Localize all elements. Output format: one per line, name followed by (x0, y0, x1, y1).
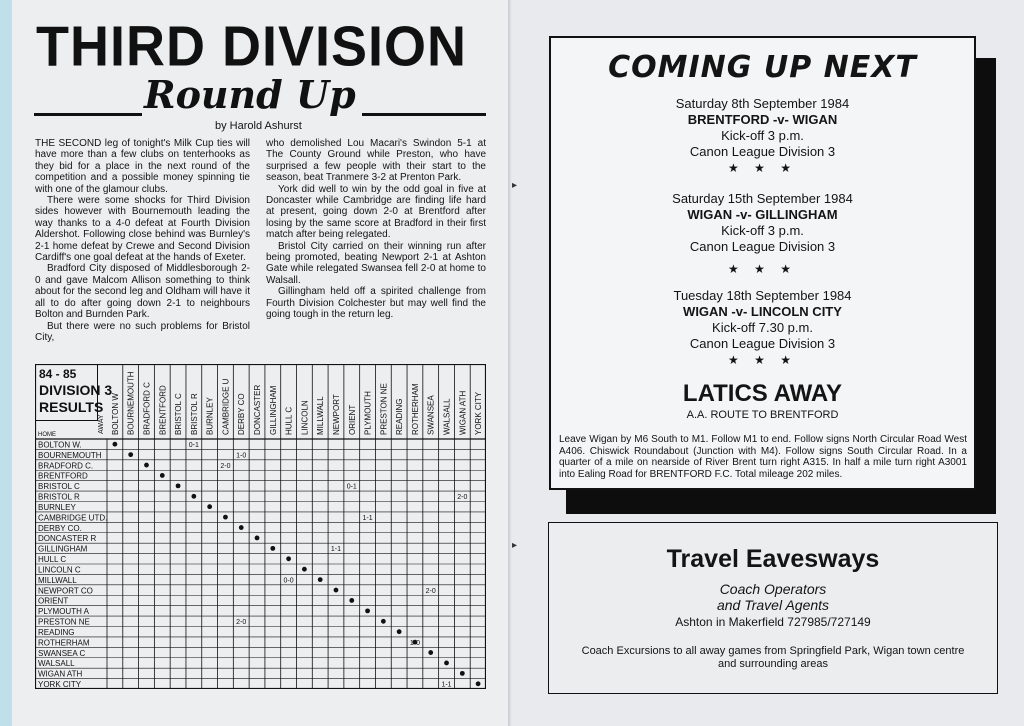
advert-line-1: Coach Operators (719, 581, 827, 597)
result-score: 0-0 (283, 577, 294, 585)
home-team-label: GILLINGHAM (38, 544, 88, 554)
advert-name: Travel Eavesways (666, 545, 880, 573)
grid-title-line: 84 - 85 (39, 367, 77, 381)
fixture-teams: WIGAN -v- LINCOLN CITY (683, 304, 842, 319)
away-team-label: MILLWALL (316, 396, 326, 435)
fixture-teams: WIGAN -v- GILLINGHAM (687, 207, 838, 222)
route-title: A.A. ROUTE TO BRENTFORD (686, 409, 839, 421)
away-team-label: PRESTON NE (379, 383, 389, 435)
diagonal-dot (397, 629, 402, 634)
result-score: 2-0 (236, 619, 247, 626)
away-team-label: YORK CITY (474, 391, 484, 435)
byline: by Harold Ashurst (215, 120, 302, 132)
result-score: 2-0 (425, 587, 436, 595)
home-team-label: PRESTON NE (38, 617, 90, 627)
away-team-label: GILLINGHAM (268, 385, 278, 435)
route-text: Leave Wigan by M6 South to M1. Follow M1 to end. Follow signs North Circular Road West A406. Chiswick Roundabout (Junction with M4). Follow signs South Circular Road. In a quarter of a mile on nearside of River Brent turn right A315. In half a mile turn right A3001 into Ealing Road for BRENTFORD F.C. Total mileage 202 miles. (559, 434, 967, 480)
fixture-league: Canon League Division 3 (689, 144, 836, 159)
away-team-label: ROTHERHAM (410, 383, 420, 435)
home-team-label: DERBY CO. (38, 523, 82, 533)
diagonal-dot (428, 650, 433, 655)
home-team-label: YORK CITY (38, 680, 82, 689)
diagonal-dot (476, 681, 481, 686)
away-team-label: BOLTON W (110, 393, 120, 435)
paragraph: Bradford City disposed of Middlesborough 2-0 and gave Malcom Allison something to think about for the second leg and Oldham will have it all to do after going down 2-1 to neighbours Bolton and Burnden Park. (35, 263, 250, 321)
fixture-league: Canon League Division 3 (689, 239, 836, 254)
home-team-label: WALSALL (38, 659, 75, 669)
paragraph: Bristol City carried on their winning run after being promoted, beating Newport 2-1 at Ashton Gate while relegated Swansea fell 2-0 at home to Walsall. (266, 240, 486, 286)
fixture-date: Tuesday 18th September 1984 (673, 288, 852, 303)
away-team-label: WIGAN ATH (458, 390, 468, 435)
paragraph: There were some shocks for Third Division sides however with Bournemouth leading the way thanks to a 4-0 defeat at Fourth Division Aldershot. Following close behind was Burnley's 2-1 home defeat by Crewe and Second Division Cardiff's one goal defeat at the hands of Exeter. (35, 195, 250, 264)
away-team-label: ORIENT (347, 404, 357, 435)
fixture-date: Saturday 15th September 1984 (672, 191, 853, 206)
paragraph: Gillingham held off a spirited challenge from Fourth Division Colchester but may well find the going tough in the return leg. (266, 286, 486, 321)
advert-box (548, 522, 998, 694)
diagonal-dot (223, 515, 228, 520)
coming-up-box (549, 36, 976, 490)
title-script: Round Up (144, 72, 356, 117)
home-team-label: NEWPORT CO (38, 586, 93, 596)
home-team-label: BRISTOL R (38, 492, 80, 502)
home-team-label: READING (38, 627, 75, 637)
away-team-label: READING (395, 398, 405, 435)
diagonal-dot (255, 536, 260, 541)
results-grid (35, 364, 486, 689)
stars: ★ ★ ★ (728, 353, 797, 367)
advert-contact: Ashton in Makerfield 727985/727149 (675, 615, 871, 629)
paragraph: who demolished Lou Macari's Swindon 5-1 at The County Ground while Preston, who have surprised a few people with their start to the season, beat Tranmere 3-2 at Prenton Park. (266, 138, 486, 184)
result-score: 1-0 (409, 639, 420, 647)
home-team-label: BOLTON W. (38, 440, 82, 450)
stars: ★ ★ ★ (728, 262, 797, 276)
page-edge (0, 0, 12, 726)
latics-away-title: LATICS AWAY (682, 380, 843, 407)
home-team-label: BRADFORD C. (38, 461, 94, 471)
title-main: THIRD DIVISION (36, 15, 468, 79)
advert-excursions: Coach Excursions to all away games from Springfield Park, Wigan town centre and surrounding areas (581, 645, 965, 670)
diagonal-dot (191, 494, 196, 499)
fixture-3 (551, 288, 974, 368)
diagonal-dot (239, 525, 244, 530)
paragraph: THE SECOND leg of tonight's Milk Cup ties will have more than a few clubs on tenterhooks as they bid for a place in the next round of the competition and a possible money spinning tie with one of the glamour clubs. (35, 138, 250, 195)
away-team-label: BURNLEY (205, 397, 215, 435)
diagonal-dot (207, 504, 212, 509)
article-column-1 (35, 138, 250, 343)
home-team-label: DONCASTER R (38, 534, 97, 544)
result-score: 2-0 (220, 462, 231, 470)
diagonal-dot (112, 442, 117, 447)
result-score: 1-1 (330, 546, 342, 554)
away-team-label: DERBY CO (237, 393, 247, 435)
away-team-label: BRADFORD C (142, 382, 152, 435)
diagonal-dot (270, 546, 275, 551)
fixture-1 (551, 96, 974, 176)
diagonal-dot (365, 608, 370, 613)
home-team-label: PLYMOUTH A (38, 607, 89, 617)
diagonal-dot (160, 473, 165, 478)
away-team-label: BRISTOL C (174, 393, 184, 435)
stars: ★ ★ ★ (728, 161, 797, 175)
diagonal-dot (302, 567, 307, 572)
home-team-label: BRENTFORD (38, 471, 88, 481)
paragraph: York did well to win by the odd goal in five at Doncaster while Cambridge are finding life hard at present, going down 2-0 at Brentford after losing by the same score at Bradford in their first match after being relegated. (266, 183, 486, 241)
article-column-2 (266, 138, 486, 321)
home-team-label: BOURNEMOUTH (38, 450, 102, 460)
diagonal-dot (334, 588, 339, 593)
diagonal-dot (176, 483, 181, 488)
away-team-label: LINCOLN (300, 400, 310, 435)
fixture-date: Saturday 8th September 1984 (675, 96, 850, 111)
fixture-kickoff: Kick-off 7.30 p.m. (712, 320, 813, 335)
result-score: 1-1 (441, 681, 452, 689)
away-team-label: BRENTFORD (158, 385, 168, 435)
home-team-label: BRISTOL C (38, 482, 80, 492)
margin-mark: ▸ (512, 180, 518, 191)
home-team-label: MILLWALL (38, 575, 77, 585)
result-score: 0-1 (346, 483, 357, 491)
fixture-2 (551, 191, 974, 277)
article-title (32, 15, 487, 117)
title-rule (34, 113, 142, 116)
home-team-label: SWANSEA C (38, 648, 86, 658)
margin-mark: ▸ (512, 540, 518, 551)
coming-up-title: COMING UP NEXT (608, 50, 917, 85)
advert-line-2: and Travel Agents (716, 597, 830, 613)
grid-title-line: DIVISION 3 (39, 382, 113, 398)
away-team-label: BRISTOL R (189, 393, 199, 435)
diagonal-dot (286, 556, 291, 561)
diagonal-dot (460, 671, 465, 676)
away-team-label: BOURNEMOUTH (126, 371, 136, 435)
away-team-label: HULL C (284, 406, 294, 435)
grid-title-line: RESULTS (39, 399, 104, 415)
grid-away-label: AWAY (98, 414, 105, 434)
away-team-label: CAMBRIDGE U (221, 378, 231, 435)
fixture-kickoff: Kick-off 3 p.m. (721, 223, 804, 238)
fixture-kickoff: Kick-off 3 p.m. (721, 128, 804, 143)
away-team-label: SWANSEA (426, 395, 436, 435)
away-team-label: NEWPORT (331, 394, 341, 435)
diagonal-dot (128, 452, 133, 457)
home-team-label: CAMBRIDGE UTD. (38, 513, 108, 523)
diagonal-dot (381, 619, 386, 624)
title-rule (362, 113, 486, 116)
diagonal-dot (349, 598, 354, 603)
fixture-league: Canon League Division 3 (689, 336, 836, 351)
home-team-label: HULL C (38, 555, 67, 564)
result-score: 1-0 (236, 452, 247, 460)
home-team-label: ORIENT (38, 596, 69, 606)
away-team-label: PLYMOUTH (363, 391, 373, 435)
diagonal-dot (444, 661, 449, 666)
result-score: 1-1 (362, 514, 373, 522)
home-team-label: LINCOLN C (38, 565, 81, 575)
diagonal-dot (144, 463, 149, 468)
home-team-label: BURNLEY (38, 502, 76, 512)
fixture-teams: BRENTFORD -v- WIGAN (687, 112, 838, 127)
away-team-label: DONCASTER (253, 384, 263, 435)
result-score: 0-1 (188, 441, 199, 449)
diagonal-dot (318, 577, 323, 582)
paragraph: But there were no such problems for Bristol City, (35, 320, 250, 343)
home-team-label: ROTHERHAM (38, 638, 90, 648)
result-score: 2-0 (457, 494, 468, 501)
away-team-label: WALSALL (442, 398, 452, 435)
grid-home-label: HOME (38, 432, 56, 438)
home-team-label: WIGAN ATH (38, 669, 83, 679)
